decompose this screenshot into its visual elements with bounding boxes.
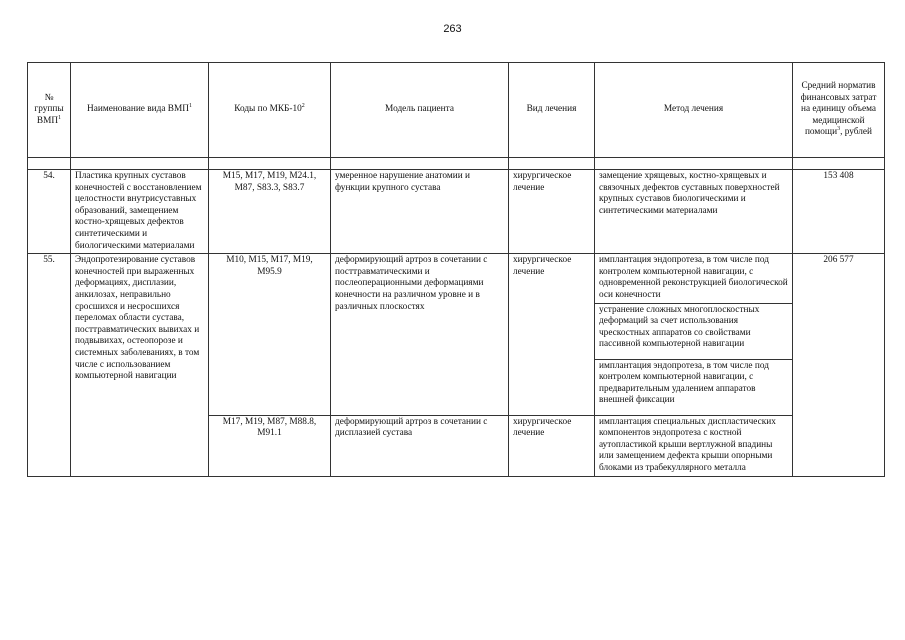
row-vmp-name: Пластика крупных суставов конечностей с восстановлением целостности внутрисуставных образований, замещением костно-хрящевых дефектов синтетическими и биологическими материалами bbox=[71, 170, 209, 254]
row-patient-model: деформирующий артроз в сочетании с дисплазией сустава bbox=[331, 415, 509, 476]
row-patient-model: умеренное нарушение анатомии и функции крупного сустава bbox=[331, 170, 509, 254]
row-treatment-method: замещение хрящевых, костно-хрящевых и связочных дефектов суставных поверхностей крупных суставов биологическими и синтетическими материалами bbox=[595, 170, 793, 254]
row-vmp-name: Эндопротезирование суставов конечностей при выраженных деформациях, дисплазии, анкилозах, неправильно сросшихся и несросшихся переломах области сустава, посттравматических вывихах и подвывихах, остеопорозе и системных заболеваниях, в том числе с использованием компьютерной навигации bbox=[71, 254, 209, 476]
header-vmp-name: Наименование вида ВМП$^1$ bbox=[71, 63, 209, 158]
row-treatment-method: имплантация специальных диспластических компонентов эндопротеза с костной аутопластикой крыши вертлужной впадины или замещением дефекта крыши опорными блоками из трабекуллярного металла bbox=[595, 415, 793, 476]
row-treatment-type: хирургическое лечение bbox=[509, 415, 595, 476]
row-treatment-method: устранение сложных многоплоскостных деформаций за счет использования чрескостных аппаратов со свойствами пассивной компьютерной навигации bbox=[595, 303, 793, 359]
row-number: 55. bbox=[28, 254, 71, 476]
row-codes: M17, M19, M87, M88.8, M91.1 bbox=[209, 415, 331, 476]
header-treatment-type: Вид лечения bbox=[509, 63, 595, 158]
table-row bbox=[28, 170, 885, 254]
row-cost: 153 408 bbox=[793, 170, 885, 254]
page-number: 263 bbox=[443, 23, 462, 35]
row-treatment-type: хирургическое лечение bbox=[509, 254, 595, 415]
row-treatment-type: хирургическое лечение bbox=[509, 170, 595, 254]
row-codes: M10, M15, M17, M19, M95.9 bbox=[209, 254, 331, 415]
header-group-no: № группы ВМП$^1$ bbox=[28, 63, 71, 158]
header-mkb-codes: Коды по МКБ-$10^2$ bbox=[209, 63, 331, 158]
row-patient-model: деформирующий артроз в сочетании с посттравматическими и послеоперационными деформациями конечности на различном уровне и в различных плоскостях bbox=[331, 254, 509, 415]
table-row bbox=[28, 254, 885, 303]
table-header-row bbox=[28, 63, 885, 158]
row-treatment-method: имплантация эндопротеза, в том числе под контролем компьютерной навигации, с одновременной реконструкцией биологической оси конечности bbox=[595, 254, 793, 303]
spacer-row bbox=[28, 158, 885, 170]
vmp-table bbox=[27, 62, 885, 477]
header-treatment-method: Метод лечения bbox=[595, 63, 793, 158]
header-cost: Средний норматив финансовых затрат на единицу объема медицинской помощи$^3$, рублей bbox=[793, 63, 885, 158]
row-number: 54. bbox=[28, 170, 71, 254]
row-treatment-method: имплантация эндопротеза, в том числе под контролем компьютерной навигации, с предварительным удалением аппаратов внешней фиксации bbox=[595, 359, 793, 415]
row-codes: M15, M17, M19, M24.1, M87, S83.3, S83.7 bbox=[209, 170, 331, 254]
header-patient-model: Модель пациента bbox=[331, 63, 509, 158]
row-cost: 206 577 bbox=[793, 254, 885, 476]
